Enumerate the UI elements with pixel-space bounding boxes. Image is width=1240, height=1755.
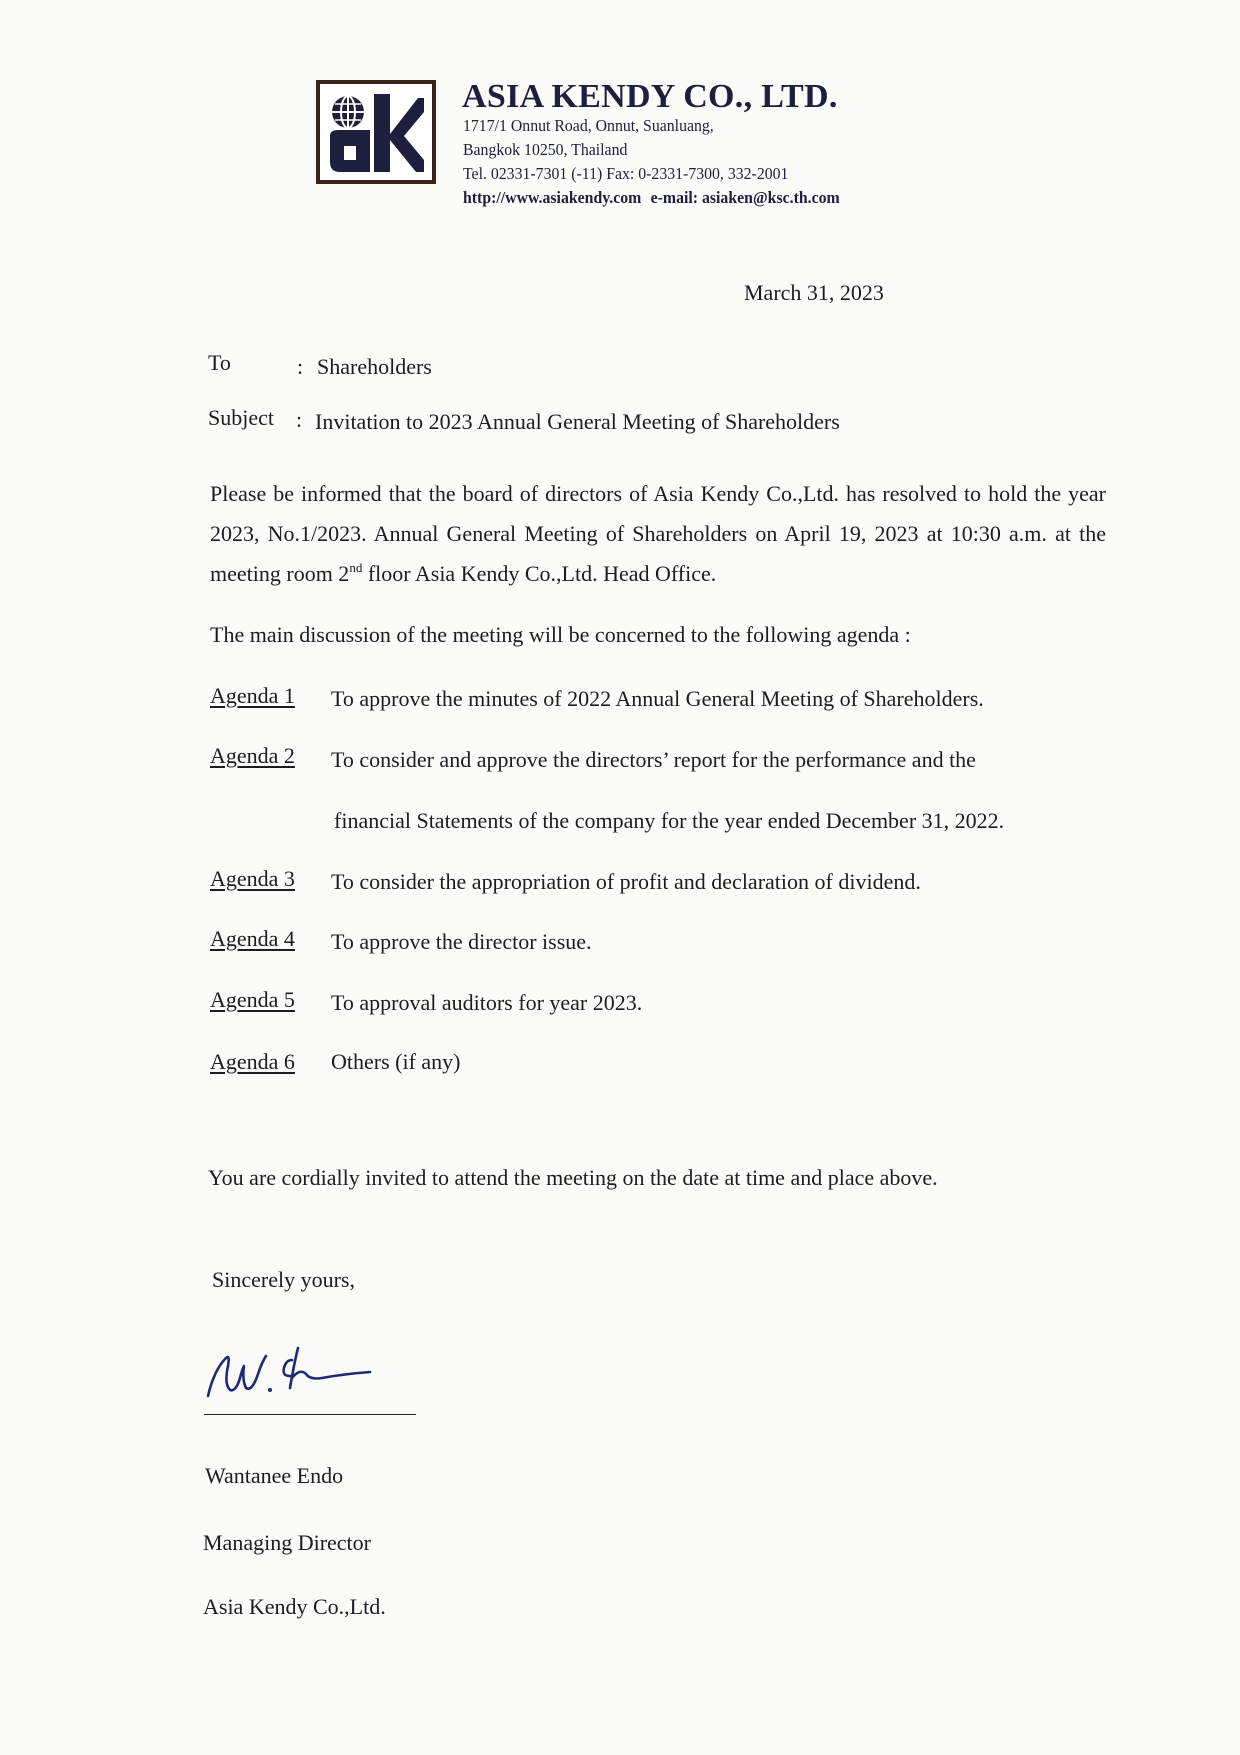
to-colon: :	[297, 354, 304, 379]
subject-value: Invitation to 2023 Annual General Meeting of Shareholders	[315, 409, 840, 434]
agenda-text: To approve the director issue.	[331, 929, 592, 954]
agenda-text: To consider the appropriation of profit and declaration of dividend.	[331, 869, 921, 894]
agenda-label: Agenda 6	[210, 1049, 295, 1074]
body-paragraph	[210, 474, 1106, 594]
email-link[interactable]: e-mail: asiaken@ksc.th.com	[650, 188, 840, 207]
agenda-label: Agenda 2	[210, 743, 295, 768]
handwritten-signature	[200, 1330, 390, 1410]
company-name: ASIA KENDY CO., LTD.	[462, 78, 838, 115]
signatory-title: Managing Director	[203, 1530, 371, 1555]
company-logo	[316, 80, 436, 184]
ordinal-suffix: nd	[349, 560, 363, 575]
body-paragraph-main: Please be informed that the board of directors of Asia Kendy Co.,Ltd. has resolved to hold the year 2023, No.1/2023. Annual General Meeting of Shareholders on April 19, 2023 at 10:30 a.m. at the meeting room 2	[210, 481, 1106, 586]
to-value: Shareholders	[317, 354, 432, 379]
agenda-label: Agenda 4	[210, 926, 295, 951]
contact-line	[463, 188, 840, 208]
to-label: To	[208, 350, 231, 375]
agenda-text: To approval auditors for year 2023.	[331, 990, 643, 1015]
signatory-name: Wantanee Endo	[205, 1463, 344, 1488]
letter-date: March 31, 2023	[744, 280, 884, 305]
agenda-text: To approve the minutes of 2022 Annual General Meeting of Shareholders.	[331, 686, 984, 711]
signature-line	[204, 1414, 416, 1415]
subject-colon: :	[296, 407, 303, 432]
agenda-label: Agenda 3	[210, 866, 295, 891]
address-line-1: 1717/1 Onnut Road, Onnut, Suanluang,	[463, 116, 714, 135]
agenda-text: To consider and approve the directors’ report for the performance and the	[331, 747, 976, 772]
signatory-company: Asia Kendy Co.,Ltd.	[203, 1594, 386, 1619]
agenda-text: Others (if any)	[331, 1049, 461, 1074]
closing-sentence: You are cordially invited to attend the meeting on the date at time and place above.	[208, 1165, 938, 1190]
agenda-label: Agenda 1	[210, 683, 295, 708]
agenda-intro: The main discussion of the meeting will be concerned to the following agenda :	[210, 622, 911, 647]
website-link[interactable]: http://www.asiakendy.com	[463, 188, 642, 207]
sign-off: Sincerely yours,	[212, 1267, 355, 1292]
phone-fax: Tel. 02331-7301 (-11) Fax: 0-2331-7300, 332-2001	[463, 164, 789, 183]
agenda-text-continuation: financial Statements of the company for the year ended December 31, 2022.	[334, 808, 1005, 833]
address-line-2: Bangkok 10250, Thailand	[463, 140, 628, 159]
body-paragraph-end: floor Asia Kendy Co.,Ltd. Head Office.	[362, 561, 717, 586]
agenda-label: Agenda 5	[210, 987, 295, 1012]
subject-label: Subject	[208, 405, 274, 430]
